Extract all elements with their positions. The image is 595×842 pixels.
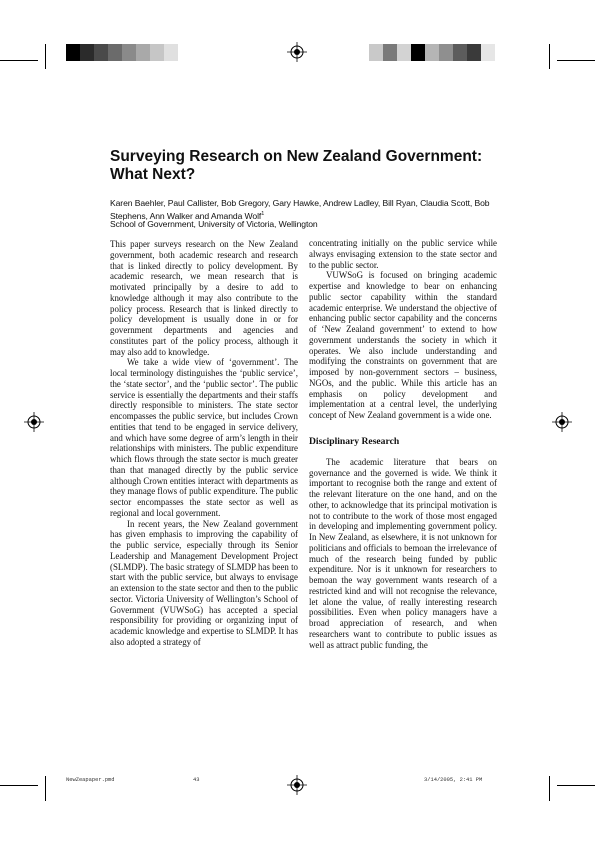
crosshair-registration-icon — [552, 412, 572, 432]
author-affiliation: School of Government, University of Victoria, Wellington — [110, 219, 318, 229]
crop-mark — [45, 44, 46, 69]
body-paragraph: The academic literature that bears on governance and the governed is wide. We think it important to recognise both the range and extent of the relevant literature on the one hand, and on the other, to acknowledge that its principal motivation is not to contribute to the work of those most engaged in developing and implementing government policy. In New Zealand, as elsewhere, it is not unknown for politicians and officials to bemoan the irrelevance of much of the research being funded by public expenditure. Nor is it unknown for researchers to bemoan the way government wants research of a restricted kind and will not recognise the relevance, let alone the value, of really interesting research possibilities. Even when policy managers have a broad appreciation of research, and when researchers want to contribute to public issues as well as attract public funding, the — [309, 456, 497, 650]
body-paragraph: We take a wide view of ‘government’. The local terminology distinguishes the ‘public service’, the ‘state sector’, and the ‘public sector’. The public service is essentially the departments and their staffs directly responsible to ministers. The state sector encompasses the public service, but includes Crown entities that tend to be engaged in service delivery, and which have some degree of arm’s length in their relationships with ministers. The public expenditure which flows through the state sector is much greater than that managed directly by the public service although Crown entities interact with departments as they manage flows of public expenditure. The public sector encompasses the state sector as well as regional and local government. — [110, 357, 298, 518]
color-swatch — [425, 44, 439, 61]
crosshair-registration-icon — [287, 42, 307, 62]
color-swatch — [66, 44, 80, 61]
slug-timestamp: 3/14/2005, 2:41 PM — [424, 777, 483, 783]
crop-mark — [557, 785, 595, 786]
slug-page-number: 43 — [193, 777, 200, 783]
body-paragraph: This paper surveys research on the New Zealand government, both academic research and research that is linked directly to policy development. By academic research, we mean research that is motivated principally by a desire to add to knowledge although it may also contribute to the policy process. Research that is linked directly to policy development is usually done in or for government departments and agencies and constitutes part of the policy process, although it may also add to knowledge. — [110, 239, 298, 357]
color-swatch — [178, 44, 192, 61]
body-column-left — [110, 239, 298, 648]
color-bar-left — [66, 44, 192, 61]
color-swatch — [453, 44, 467, 61]
slug-filename: NewZeapaper.pmd — [66, 777, 115, 783]
crop-mark — [0, 785, 38, 786]
color-swatch — [94, 44, 108, 61]
body-column-right — [309, 238, 497, 650]
color-swatch — [383, 44, 397, 61]
crosshair-registration-icon — [24, 412, 44, 432]
color-swatch — [369, 44, 383, 61]
body-paragraph: VUWSoG is focused on bringing academic expertise and knowledge to bear on enhancing public sector capability within the standard academic enterprise. We understand the objective of enhancing public sector capability and the concerns of ‘New Zealand government’ to extend to how government understands the society in which it operates. We also include understanding and modifying the constraints on government that are imposed by non-government sectors – business, NGOs, and the public. While this article has an emphasis on policy development and implementation at a central level, the underlying concept of New Zealand government is a wide one. — [309, 270, 497, 420]
crop-mark — [557, 60, 595, 61]
color-swatch — [164, 44, 178, 61]
section-heading: Disciplinary Research — [309, 435, 400, 447]
color-bar-right — [369, 44, 495, 61]
color-swatch — [108, 44, 122, 61]
body-paragraph: In recent years, the New Zealand government has given emphasis to improving the capability of the public service, especially through its Senior Leadership and Management Development Project (SLMDP). The basic strategy of SLMDP has been to start with the public service, but always to envisage an extension to the state sector and then to the public sector. Victoria University of Wellington’s School of Government (VUWSoG) has accepted a special responsibility for providing or organizing input of academic knowledge and expertise to SLMDP. It has also adopted a strategy of — [110, 518, 298, 647]
color-swatch — [481, 44, 495, 61]
crop-mark — [549, 44, 550, 69]
crop-mark — [45, 776, 46, 801]
color-swatch — [136, 44, 150, 61]
crop-mark — [549, 776, 550, 801]
color-swatch — [150, 44, 164, 61]
color-swatch — [439, 44, 453, 61]
crosshair-registration-icon — [287, 775, 307, 795]
color-swatch — [411, 44, 425, 61]
color-swatch — [80, 44, 94, 61]
author-names: Karen Baehler, Paul Callister, Bob Gregory, Gary Hawke, Andrew Ladley, Bill Ryan, Claudia Scott, Bob Stephens, Ann Walker and Amanda Wolf — [110, 198, 490, 221]
footnote-mark: 1 — [261, 211, 265, 217]
color-swatch — [397, 44, 411, 61]
article-title: Surveying Research on New Zealand Government: What Next? — [110, 148, 483, 183]
body-paragraph: concentrating initially on the public service while always envisaging extension to the state sector and to the public sector. — [309, 238, 497, 270]
crop-mark — [0, 60, 38, 61]
color-swatch — [122, 44, 136, 61]
color-swatch — [467, 44, 481, 61]
